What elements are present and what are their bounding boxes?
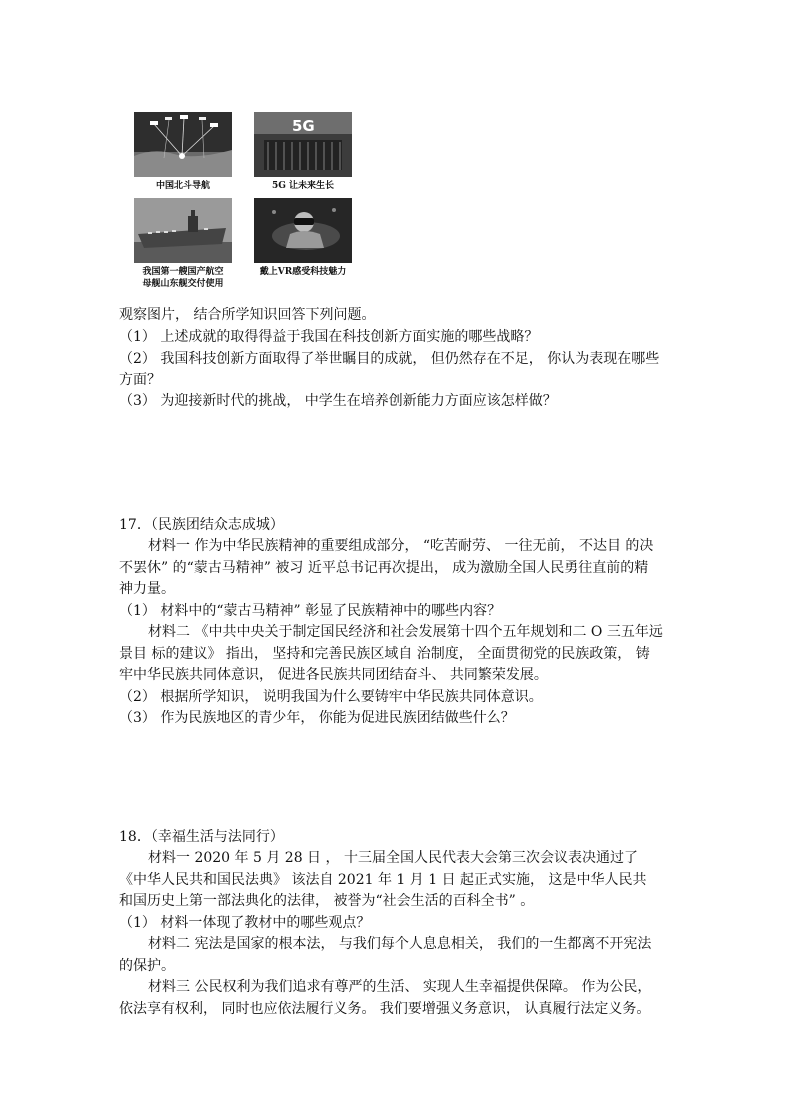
q17-material1-line1: 材料一 作为中华民族精神的重要组成部分， “吃苦耐劳、 一往无前， 不达目 的决 [148, 538, 654, 554]
carrier-photo [134, 198, 232, 263]
q18-material3-line2: 依法享有权利， 同时也应依法履行义务。 我们要增强义务意识， 认真履行法定义务。 [119, 1001, 651, 1017]
q18-subquestion-1: （1） 材料一体现了教材中的哪些观点？ [119, 915, 371, 931]
q16-intro: 观察图片， 结合所学知识回答下列问题。 [119, 307, 376, 323]
beidou-photo [134, 112, 232, 177]
q16-subquestion-2-line1: （2） 我国科技创新方面取得了举世瞩目的成就， 但仍然存在不足， 你认为表现在哪些 [119, 351, 660, 367]
q16-subquestion-3: （3） 为迎接新时代的挑战， 中学生在培养创新能力方面应该怎样做？ [119, 393, 557, 409]
q17-material2-line3: 牢中华民族共同体意识， 促进各民族共同团结奋斗、 共同繁荣发展。 [119, 667, 548, 683]
carrier-caption-line2: 母舰山东舰交付使用 [142, 279, 224, 289]
q17-subquestion-3: （3） 作为民族地区的青少年， 你能为促进民族团结做些什么？ [119, 710, 515, 726]
carrier-caption-line1: 我国第一艘国产航空 [142, 267, 224, 277]
fiveg-caption: 5G 让未来生长 [271, 181, 335, 191]
beidou-caption: 中国北斗导航 [155, 181, 210, 191]
q17-subquestion-1: （1） 材料中的“蒙古马精神” 彰显了民族精神中的哪些内容？ [119, 603, 502, 619]
q17-material1-line3: 神力量。 [119, 581, 175, 597]
vr-caption: 戴上VR感受科技魅力 [259, 267, 347, 277]
q16-subquestion-2-line2: 方面？ [119, 372, 161, 388]
q18-title: 18．（幸福生活与法同行） [119, 829, 284, 845]
q17-material2-line1: 材料二 《中共中央关于制定国民经济和社会发展第十四个五年规划和二 O 三五年远 [148, 624, 663, 640]
q18-material2-line2: 的保护。 [119, 958, 175, 974]
vr-photo [254, 198, 352, 263]
q16-subquestion-1: （1） 上述成就的取得得益于我国在科技创新方面实施的哪些战略？ [119, 329, 539, 345]
achievements-figure [130, 112, 370, 287]
q18-material1-line2: 《中华人民共和国民法典》 该法自 2021 年 1 月 1 日 起正式实施， 这是中华人民共 [119, 872, 647, 888]
q17-material1-line2: 不罢休” 的“蒙古马精神” 被习 近平总书记再次提出， 成为激励全国人民勇往直前的精 [119, 560, 649, 576]
q18-material1-line3: 和国历史上第一部法典化的法律， 被誉为“社会生活的百科全书” 。 [119, 893, 535, 909]
q17-subquestion-2: （2） 根据所学知识， 说明我国为什么要铸牢中华民族共同体意识。 [119, 689, 543, 705]
fiveg-sign: 5G [292, 117, 315, 135]
q17-material2-line2: 景目 标的建议》 指出， 坚持和完善民族区域自 治制度， 全面贯彻党的民族政策， 铸 [119, 646, 650, 662]
q18-material3-line1: 材料三 公民权利为我们追求有尊严的生活、 实现人生幸福提供保障。 作为公民， [148, 979, 652, 995]
q17-title: 17．（民族团结众志成城） [119, 517, 284, 533]
q18-material2-line1: 材料二 宪法是国家的根本法， 与我们每个人息息相关， 我们的一生都离不开宪法 [148, 936, 652, 952]
q18-material1-line1: 材料一 2020 年 5 月 28 日 ， 十三届全国人民代表大会第三次会议表决通过了 [148, 850, 638, 866]
fiveg-photo [254, 112, 352, 177]
